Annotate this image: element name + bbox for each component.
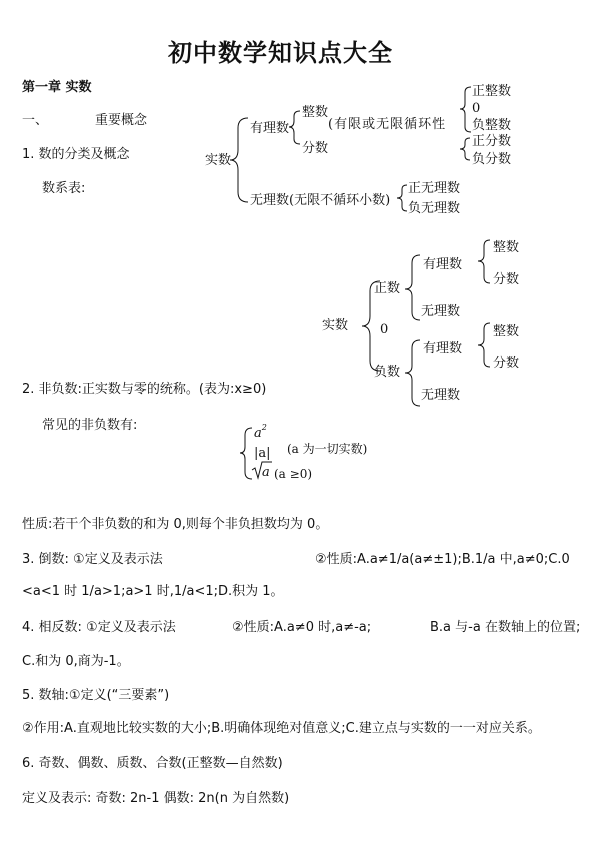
section-label: 重要概念 <box>95 113 148 128</box>
item4-part2: ②性质:A.a≠0 时,a≠-a; <box>232 620 372 635</box>
tree2-fraction-positive: 分数 <box>493 272 520 287</box>
item6-heading: 6. 奇数、偶数、质数、合数(正整数—自然数) <box>22 756 283 771</box>
nonneg-square-base: a <box>254 426 262 441</box>
tree1-rational: 有理数 <box>250 121 290 136</box>
nonneg-square <box>254 423 267 443</box>
tree2-integer-positive: 整数 <box>493 240 520 255</box>
item4-line2: C.和为 0,商为-1。 <box>22 654 130 669</box>
item3-line2: <a<1 时 1/a>1;a>1 时,1/a<1;D.积为 1。 <box>22 584 284 599</box>
tree2-zero: 0 <box>380 322 389 337</box>
tree2-irrational-positive: 无理数 <box>421 304 461 319</box>
nonneg-abs: |a| <box>254 446 271 461</box>
nonneg-condition: (a ≥0) <box>274 467 313 481</box>
tree1-zero: 0 <box>472 101 481 116</box>
tree1-positive-integer: 正整数 <box>472 84 512 99</box>
tree2-rational-negative: 有理数 <box>423 341 463 356</box>
item1-heading: 1. 数的分类及概念 <box>22 147 130 162</box>
section-number: 一、 <box>22 113 49 128</box>
nonneg-sqrt-radicand: a <box>262 465 270 480</box>
item5-line1: 5. 数轴:①定义(“三要素”) <box>22 688 170 703</box>
tree2-negative: 负数 <box>374 365 401 380</box>
item6-definition: 定义及表示: 奇数: 2n-1 偶数: 2n(n 为自然数) <box>22 791 290 806</box>
nonneg-square-exp: 2 <box>261 423 267 432</box>
item5-line2: ②作用:A.直观地比较实数的大小;B.明确体现绝对值意义;C.建立点与实数的一一对应关系。 <box>22 721 541 736</box>
nonneg-note: (a 为一切实数) <box>287 442 368 456</box>
item3-line1-right: ②性质:A.a≠1/a(a≠±1);B.1/a 中,a≠0;C.0 <box>315 552 570 567</box>
tree1-note: (有限或无限循环性 <box>328 117 447 132</box>
item3-line1-left: 3. 倒数: ①定义及表示法 <box>22 552 163 567</box>
number-system-label: 数系表: <box>42 181 86 196</box>
tree1-positive-fraction: 正分数 <box>472 134 512 149</box>
tree2-root: 实数 <box>322 318 349 333</box>
tree2-fraction-negative: 分数 <box>493 356 520 371</box>
item2-heading: 2. 非负数:正实数与零的统称。(表为:x≥0) <box>22 382 267 397</box>
tree2-integer-negative: 整数 <box>493 324 520 339</box>
chapter-heading: 第一章 实数 <box>22 80 92 95</box>
tree1-positive-irrational: 正无理数 <box>408 181 461 196</box>
page-title: 初中数学知识点大全 <box>168 39 393 67</box>
tree1-fraction: 分数 <box>302 141 329 156</box>
tree2-rational-positive: 有理数 <box>423 257 463 272</box>
item4-part3: B.a 与-a 在数轴上的位置; <box>430 620 581 635</box>
tree1-negative-fraction: 负分数 <box>472 152 512 167</box>
tree2-irrational-negative: 无理数 <box>421 388 461 403</box>
item4-part1: 4. 相反数: ①定义及表示法 <box>22 620 176 635</box>
tree1-negative-integer: 负整数 <box>472 118 512 133</box>
tree1-irrational: 无理数(无限不循环小数) <box>250 193 391 208</box>
tree1-negative-irrational: 负无理数 <box>408 201 461 216</box>
tree2-positive: 正数 <box>374 281 401 296</box>
tree1-integer: 整数 <box>302 105 329 120</box>
item2-common-label: 常见的非负数有: <box>42 418 138 433</box>
tree1-root: 实数 <box>205 153 232 168</box>
nonneg-property: 性质:若干个非负数的和为 0,则每个非负担数均为 0。 <box>22 517 329 532</box>
